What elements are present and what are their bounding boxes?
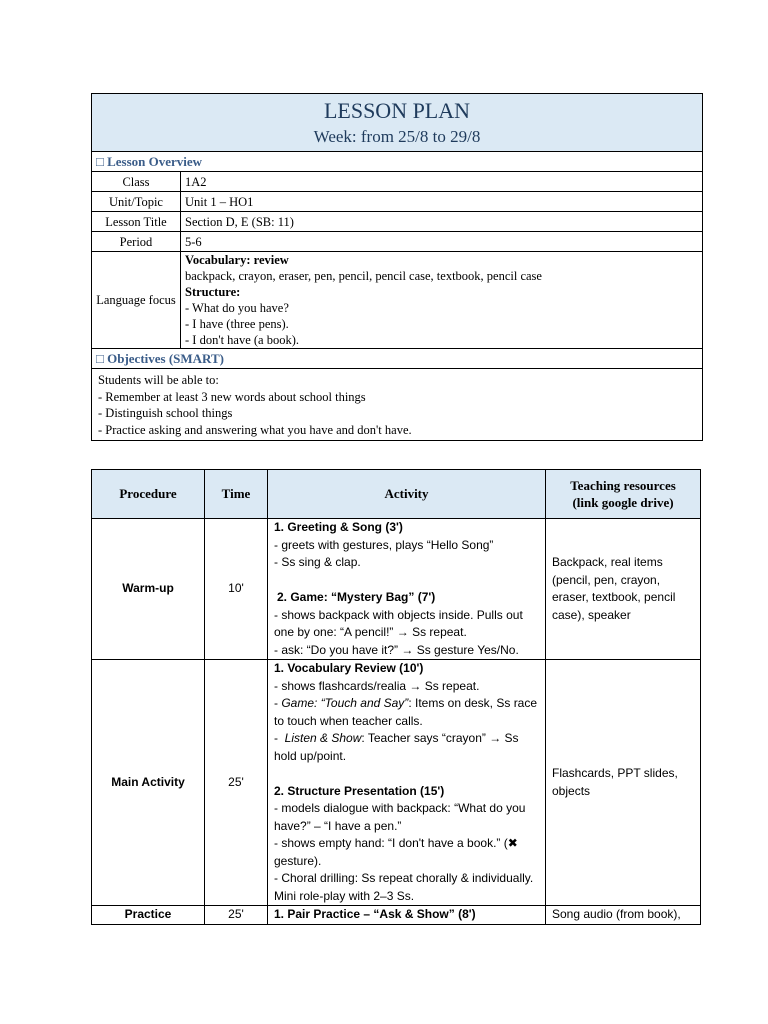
class-label: Class bbox=[92, 172, 181, 192]
vocabulary-list: backpack, crayon, eraser, pen, pencil, pencil case, textbook, pencil case bbox=[185, 269, 542, 283]
header-procedure: Procedure bbox=[92, 470, 205, 519]
class-row bbox=[92, 172, 703, 192]
structure-heading: Structure: bbox=[185, 285, 241, 299]
unit-label: Unit/Topic bbox=[92, 192, 181, 212]
warmup-activity bbox=[268, 519, 546, 660]
activity-line: - shows backpack with objects inside. Pulls out one by one: “A pencil!” → Ss repeat. bbox=[274, 607, 523, 639]
language-focus-row bbox=[92, 252, 703, 349]
period-value: 5-6 bbox=[181, 232, 703, 252]
activity-title: 1. Greeting & Song (3') bbox=[274, 520, 403, 534]
activity-line: - Listen & Show: Teacher says “crayon” → Ss hold up/point. bbox=[274, 731, 519, 763]
procedure-table bbox=[91, 469, 701, 925]
lesson-plan-title: LESSON PLAN bbox=[323, 98, 471, 123]
structure-line: - I have (three pens). bbox=[185, 317, 289, 331]
spacer bbox=[274, 572, 539, 590]
listen-label: Listen & Show bbox=[284, 731, 362, 745]
language-focus-label: Language focus bbox=[92, 252, 181, 349]
objective-line: - Practice asking and answering what you have and don't have. bbox=[98, 422, 412, 437]
activity-line: - shows empty hand: “I don't have a book.” (✖ gesture). bbox=[274, 836, 518, 868]
spacer bbox=[274, 765, 539, 783]
main-activity-name: Main Activity bbox=[92, 660, 205, 906]
activity-line: - Choral drilling: Ss repeat chorally & individually. Mini role-play with 2–3 Ss. bbox=[274, 871, 534, 903]
main-activity-row bbox=[92, 660, 701, 906]
header-resources bbox=[546, 470, 701, 519]
vocabulary-heading: Vocabulary: review bbox=[185, 253, 289, 267]
unit-row bbox=[92, 192, 703, 212]
listen-text: : Teacher says “crayon” → Ss hold up/point. bbox=[274, 731, 519, 763]
activity-line: - models dialogue with backpack: “What do you have?” – “I have a pen.” bbox=[274, 801, 526, 833]
title-cell bbox=[92, 94, 703, 152]
main-activity-content bbox=[268, 660, 546, 906]
main-activity-time: 25' bbox=[205, 660, 268, 906]
activity-line: - Ss sing & clap. bbox=[274, 555, 361, 569]
activity-title: 1. Vocabulary Review (10') bbox=[274, 661, 424, 675]
class-value: 1A2 bbox=[181, 172, 703, 192]
structure-line: - I don't have (a book). bbox=[185, 333, 300, 347]
period-row bbox=[92, 232, 703, 252]
activity-line: - greets with gestures, plays “Hello Song” bbox=[274, 537, 494, 552]
objective-line: - Distinguish school things bbox=[98, 406, 233, 420]
lesson-title-label: Lesson Title bbox=[92, 212, 181, 232]
practice-resources: Song audio (from book), bbox=[546, 906, 701, 925]
structure-line: - What do you have? bbox=[185, 301, 289, 315]
warmup-row bbox=[92, 519, 701, 660]
practice-name: Practice bbox=[92, 906, 205, 925]
game-label: Game: “Touch and Say” bbox=[281, 696, 409, 710]
activity-title: 1. Pair Practice – “Ask & Show” (8') bbox=[274, 907, 476, 921]
header-time: Time bbox=[205, 470, 268, 519]
practice-activity bbox=[268, 906, 546, 925]
objectives-content bbox=[92, 369, 703, 441]
practice-row bbox=[92, 906, 701, 925]
objectives-heading: □ Objectives (SMART) bbox=[92, 349, 703, 369]
activity-line: - ask: “Do you have it?” → Ss gesture Yes/No. bbox=[274, 642, 519, 657]
period-label: Period bbox=[92, 232, 181, 252]
game-text: : Items on desk, Ss race to touch when teacher calls. bbox=[274, 696, 538, 728]
header-activity: Activity bbox=[268, 470, 546, 519]
objective-line: Students will be able to: bbox=[98, 373, 219, 387]
objective-line: - Remember at least 3 new words about school things bbox=[98, 389, 366, 404]
lesson-overview-table bbox=[91, 93, 703, 441]
header-resources-line2: (link google drive) bbox=[572, 495, 674, 510]
lesson-overview-heading: □ Lesson Overview bbox=[92, 152, 703, 172]
activity-title: 2. Structure Presentation (15') bbox=[274, 783, 445, 798]
activity-line: - shows flashcards/realia → Ss repeat. bbox=[274, 678, 480, 693]
practice-time: 25' bbox=[205, 906, 268, 925]
language-focus-content bbox=[181, 252, 703, 349]
procedure-header-row bbox=[92, 470, 701, 519]
warmup-name: Warm-up bbox=[92, 519, 205, 660]
lesson-title-value: Section D, E (SB: 11) bbox=[181, 212, 703, 232]
unit-value: Unit 1 – HO1 bbox=[181, 192, 703, 212]
activity-title: 2. Game: “Mystery Bag” (7') bbox=[277, 590, 436, 604]
main-activity-resources: Flashcards, PPT slides, objects bbox=[546, 660, 701, 906]
warmup-time: 10' bbox=[205, 519, 268, 660]
week-range: Week: from 25/8 to 29/8 bbox=[313, 127, 481, 146]
warmup-resources: Backpack, real items (pencil, pen, crayon, eraser, textbook, pencil case), speaker bbox=[546, 519, 701, 660]
activity-line: - Game: “Touch and Say”: Items on desk, Ss race to touch when teacher calls. bbox=[274, 696, 538, 728]
header-resources-line1: Teaching resources bbox=[570, 477, 676, 493]
lesson-title-row bbox=[92, 212, 703, 232]
